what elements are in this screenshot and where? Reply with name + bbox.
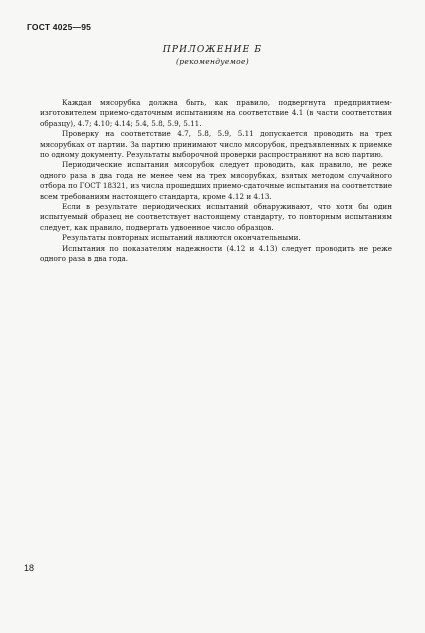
paragraph-periodic-tests: Периодические испытания мясорубок следует проводить, как правило, не реже одного раза в два года не менее чем на трех мясорубках, взятых методом случайного отбора по ГОСТ 18321, из числа прошедших приемо-сдаточные испытания на соответствие всем требованиям настоящего стандарта, кроме 4.12 и 4.13. bbox=[40, 160, 392, 201]
appendix-title: ПРИЛОЖЕНИЕ Б bbox=[162, 45, 263, 55]
paragraph-batch-check: Проверку на соответствие 4.7, 5.8, 5.9, 5.11 допускается проводить на трех мясорубках от партии. За партию принимают число мясорубок, предъявленных к приемке по одному документу. Результаты выборочной проверки распространяют на всю партию. bbox=[40, 129, 392, 160]
page-number: 18 bbox=[24, 563, 35, 573]
paragraph-repeat-results: Результаты повторных испытаний являются окончательными. bbox=[62, 233, 301, 243]
appendix-subtitle: (рекомендуемое) bbox=[176, 57, 249, 66]
paragraph-acceptance-tests: Каждая мясорубка должна быть, как правило, подвергнута предприятием-изготовителем приемо-сдаточным испытаниям на соответствие 4.1 (в части соответствия образцу), 4.7; 4.10; 4.14; 5.4, 5.8, 5.9, 5.11. bbox=[40, 98, 392, 128]
paragraph-repeat-tests: Если в результате периодических испытаний обнаруживают, что хотя бы один испытуемый образец не соответствует настоящему стандарту, то повторным испытаниям следует, как правило, подвергать удвоенное число образцов. bbox=[40, 202, 392, 232]
appendix-body bbox=[40, 98, 392, 265]
paragraph-reliability-tests: Испытания по показателям надежности (4.12 и 4.13) следует проводить не реже одного раза в два года. bbox=[40, 243, 392, 264]
document-header-code: ГОСТ 4025—95 bbox=[27, 22, 92, 32]
